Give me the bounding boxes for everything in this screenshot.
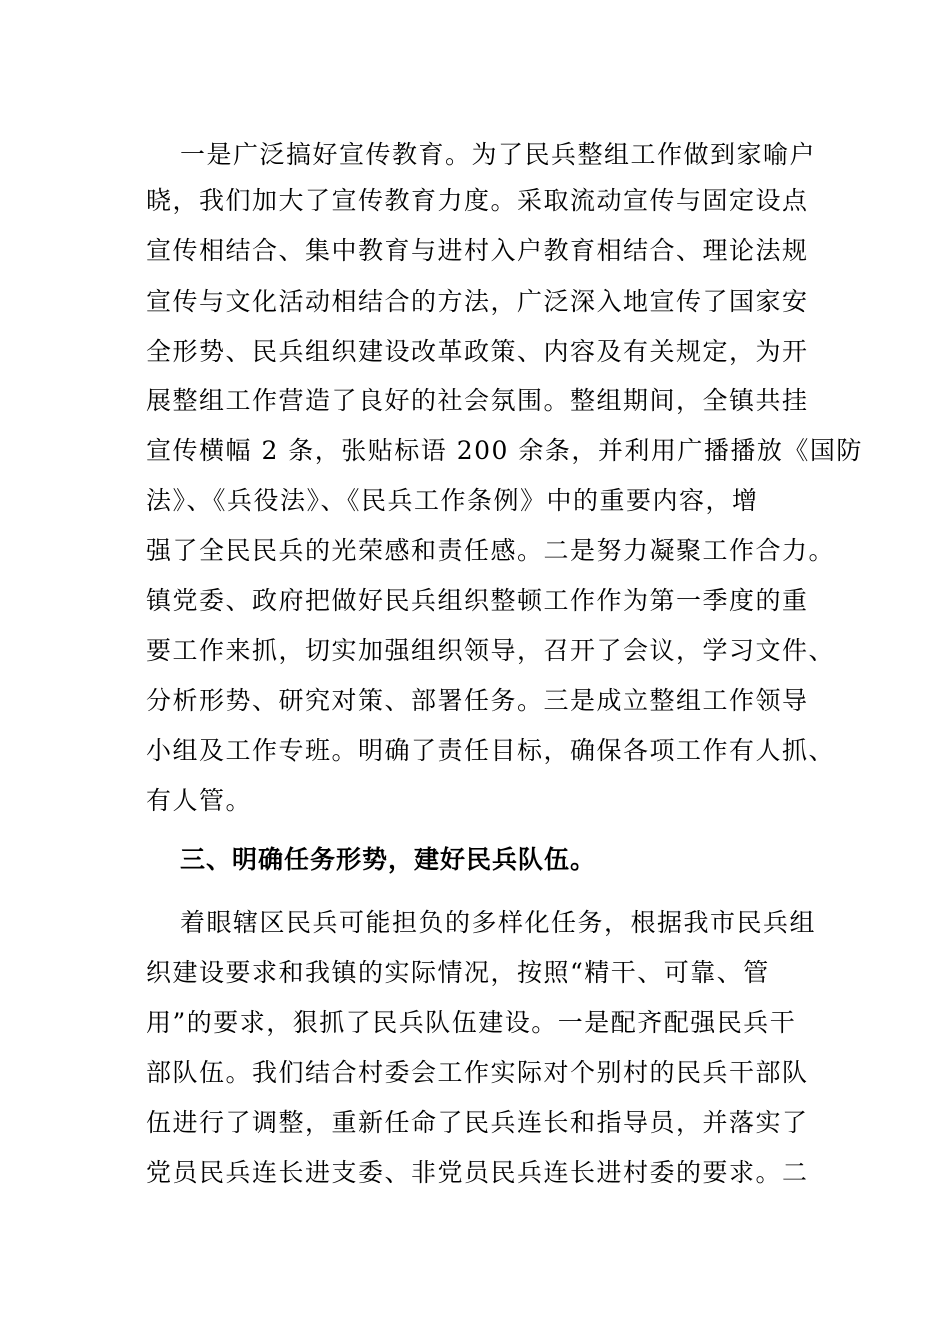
paragraph-1-line-9: 强了全民民兵的光荣感和责任感。二是努力凝聚工作合力。 xyxy=(146,536,836,565)
paragraph-1-line-10: 镇党委、政府把做好民兵组织整顿工作作为第一季度的重 xyxy=(146,586,809,615)
paragraph-1-line-5: 全形势、民兵组织建设改革政策、内容及有关规定，为开 xyxy=(146,337,809,366)
paragraph-1-line-7: 宣传横幅 2 条，张贴标语 200 余条，并利用广播播放《国防 xyxy=(146,436,863,465)
paragraph-1-line-4: 宣传与文化活动相结合的方法，广泛深入地宣传了国家安 xyxy=(146,287,809,316)
paragraph-1-line-8: 法》、《兵役法》、《民兵工作条例》中的重要内容，增 xyxy=(146,486,759,515)
paragraph-1-line-3: 宣传相结合、集中教育与进村入户教育相结合、理论法规 xyxy=(146,236,809,265)
paragraph-1-line-13: 小组及工作专班。明确了责任目标，确保各项工作有人抓、 xyxy=(146,736,836,765)
paragraph-2-line-5: 伍进行了调整，重新任命了民兵连长和指导员，并落实了 xyxy=(146,1108,809,1137)
paragraph-1-line-14: 有人管。 xyxy=(146,786,253,815)
paragraph-1-line-6: 展整组工作营造了良好的社会氛围。整组期间，全镇共挂 xyxy=(146,386,809,415)
paragraph-2-line-2: 织建设要求和我镇的实际情况，按照“精干、可靠、管 xyxy=(146,958,770,987)
paragraph-1-line-1: 一是广泛搞好宣传教育。为了民兵整组工作做到家喻户 xyxy=(180,140,817,169)
paragraph-1-line-11: 要工作来抓，切实加强组织领导，召开了会议，学习文件、 xyxy=(146,636,836,665)
paragraph-2-line-4: 部队伍。我们结合村委会工作实际对个别村的民兵干部队 xyxy=(146,1058,809,1087)
paragraph-1-line-12: 分析形势、研究对策、部署任务。三是成立整组工作领导 xyxy=(146,686,809,715)
paragraph-2-line-6: 党员民兵连长进支委、非党员民兵连长进村委的要求。二 xyxy=(146,1158,809,1187)
paragraph-1-line-2: 晓，我们加大了宣传教育力度。采取流动宣传与固定设点 xyxy=(146,186,809,215)
section-heading: 三、明确任务形势，建好民兵队伍。 xyxy=(180,845,597,874)
paragraph-2-line-1: 着眼辖区民兵可能担负的多样化任务，根据我市民兵组 xyxy=(180,908,817,937)
paragraph-2-line-3: 用”的要求，狠抓了民兵队伍建设。一是配齐配强民兵干 xyxy=(146,1008,797,1037)
